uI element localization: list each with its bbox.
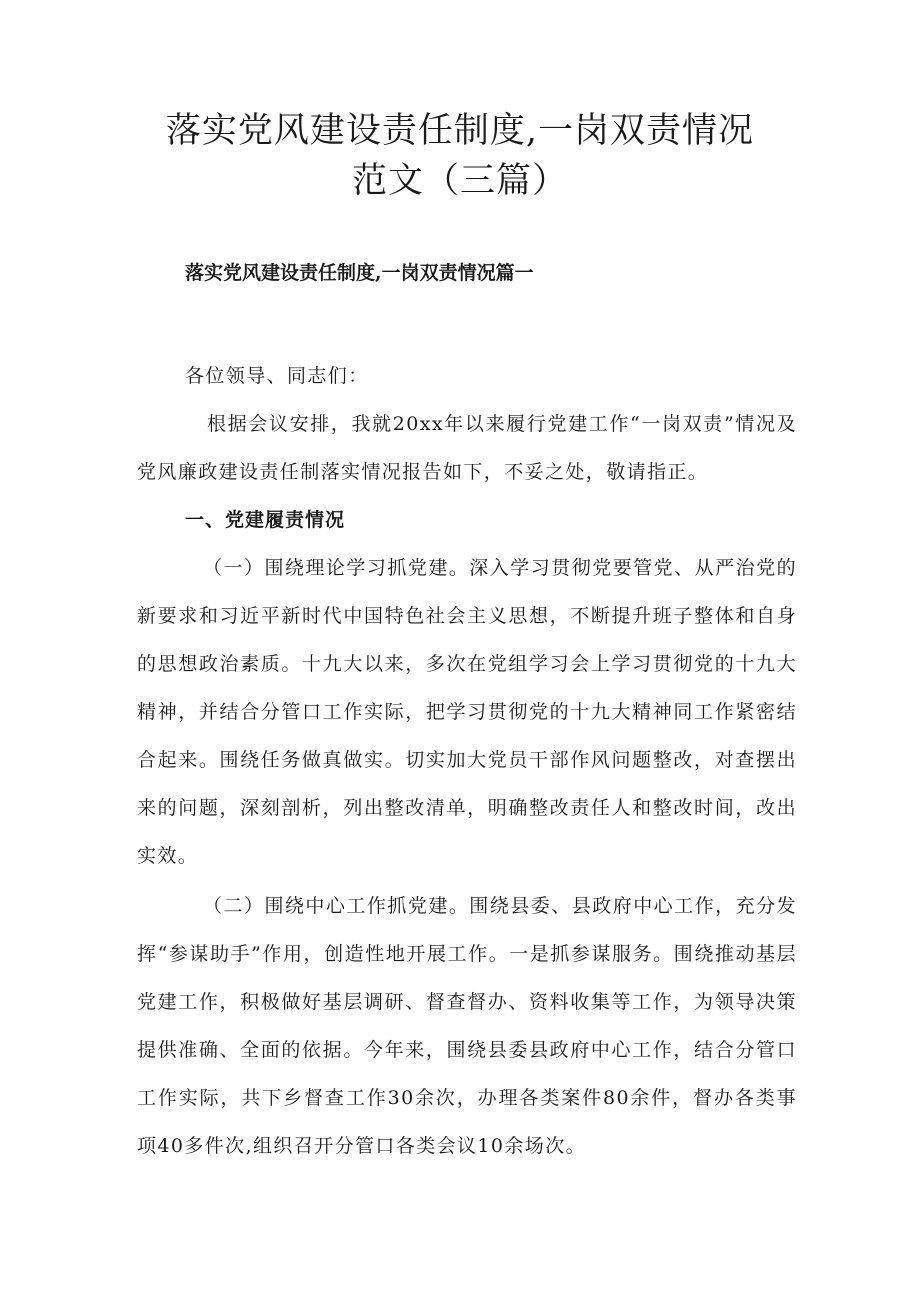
salutation: 各位领导、同志们： <box>185 365 369 387</box>
article-subtitle: 落实党风建设责任制度,一岗双责情况篇一 <box>185 262 534 284</box>
section-heading: 一、党建履责情况 <box>185 509 346 531</box>
paragraph-theory-study: （一）围绕理论学习抓党建。深入学习贯彻党要管党、从严治党的新要求和习近平新时代中国特色社会主义思想，不断提升班子整体和自身的思想政治素质。十九大以来，多次在党组学习会上学习贯彻党的十九大精神，并结合分管口工作实际，把学习贯彻党的十九大精神同工作紧密结合起来。围绕任务做真做实。切实加大党员干部作风问题整改，对查摆出来的问题，深刻剖析，列出整改清单，明确整改责任人和整改时间，改出实效。 <box>137 557 797 867</box>
paragraph-intro: 根据会议安排，我就20xx年以来履行党建工作“一岗双责”情况及党风廉政建设责任制落实情况报告如下，不妥之处，敬请指正。 <box>137 413 797 483</box>
paragraph-central-work: （二）围绕中心工作抓党建。围绕县委、县政府中心工作，充分发挥“参谋助手”作用，创造性地开展工作。一是抓参谋服务。围绕推动基层党建工作，积极做好基层调研、督查督办、资料收集等工作，为领导决策提供准确、全面的依据。今年来，围绕县委县政府中心工作，结合分管口工作实际，共下乡督查工作30余次，办理各类案件80余件，督办各类事项40多件次,组织召开分管口各类会议10余场次。 <box>137 895 797 1157</box>
document-title-line-2: 范文（三篇） <box>351 161 568 201</box>
document-title-line-1: 落实党风建设责任制度,一岗双责情况 <box>165 111 755 151</box>
